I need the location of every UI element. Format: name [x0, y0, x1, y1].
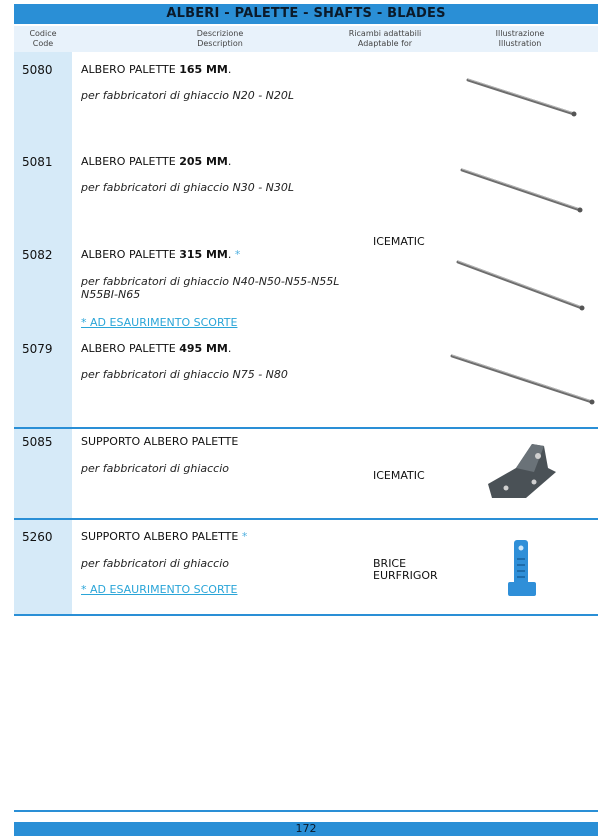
adaptable-for: BRICE EURFRIGOR: [373, 557, 438, 582]
availability-star: *: [234, 248, 241, 261]
item-description: per fabbricatori di ghiaccio: [81, 462, 230, 475]
item-code: 5082: [22, 248, 53, 262]
shaft-image: [456, 164, 588, 218]
item-description: per fabbricatori di ghiaccio N40-N50-N55-N55L N55BI-N65: [81, 275, 340, 301]
item-title: ALBERO PALETTE 205 MM.: [81, 155, 232, 168]
blue-support-image: [502, 538, 542, 600]
bracket-image: [482, 438, 562, 504]
row-divider: [14, 427, 598, 429]
item-description: per fabbricatori di ghiaccio: [81, 557, 230, 570]
code-column-bg: [14, 52, 72, 427]
item-code: 5081: [22, 155, 53, 169]
section-title: ALBERI - PALETTE - SHAFTS - BLADES: [14, 4, 598, 24]
col-header-adaptable: Ricambi adattabili Adaptable for: [348, 29, 422, 48]
item-code: 5079: [22, 342, 53, 356]
row-divider: [14, 614, 598, 616]
row-divider: [14, 518, 598, 520]
col-header-description: Descrizione Description: [196, 29, 244, 48]
item-title: ALBERO PALETTE 165 MM.: [81, 63, 232, 76]
item-title: SUPPORTO ALBERO PALETTE: [81, 435, 239, 448]
item-description: per fabbricatori di ghiaccio N20 - N20L: [81, 89, 295, 102]
availability-star: *: [241, 530, 248, 543]
adaptable-for: ICEMATIC: [373, 235, 425, 248]
stock-note-link[interactable]: * AD ESAURIMENTO SCORTE: [81, 583, 238, 596]
shaft-image: [452, 256, 592, 316]
stock-note-link[interactable]: * AD ESAURIMENTO SCORTE: [81, 316, 238, 329]
col-header-code: Codice Code: [29, 29, 57, 48]
item-code: 5085: [22, 435, 53, 449]
adaptable-for: ICEMATIC: [373, 469, 425, 482]
item-description: per fabbricatori di ghiaccio N30 - N30L: [81, 181, 295, 194]
page-number: 172: [14, 822, 598, 836]
item-code: 5080: [22, 63, 53, 77]
footer-divider: [14, 810, 598, 812]
item-title: SUPPORTO ALBERO PALETTE *: [81, 530, 248, 543]
item-title: ALBERO PALETTE 495 MM.: [81, 342, 232, 355]
item-title: ALBERO PALETTE 315 MM. *: [81, 248, 241, 261]
col-header-illustration: Illustrazione Illustration: [495, 29, 545, 48]
item-code: 5260: [22, 530, 53, 544]
shaft-image: [446, 350, 600, 410]
shaft-image: [462, 74, 582, 122]
item-description: per fabbricatori di ghiaccio N75 - N80: [81, 368, 288, 381]
